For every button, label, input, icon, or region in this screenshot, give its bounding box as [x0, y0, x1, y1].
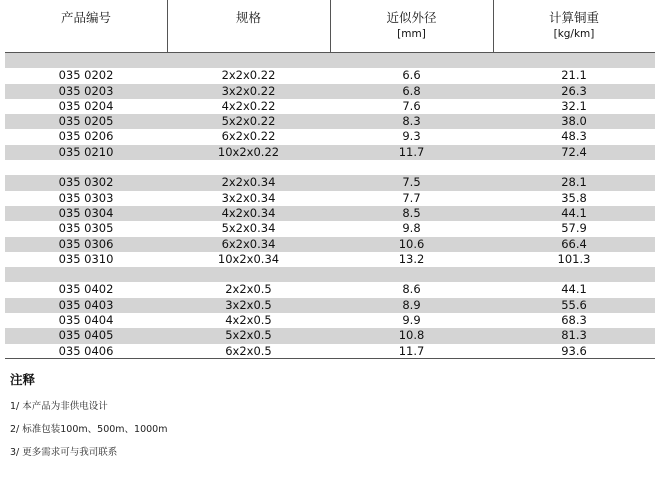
table-row [5, 84, 655, 99]
cell-product-code: 035 0310 [58, 251, 114, 266]
cell-product-code: 035 0303 [58, 190, 114, 205]
header-copper-weight: 计算铜重 [kg/km] [493, 0, 655, 52]
cell-outer-diameter: 7.7 [402, 190, 421, 205]
cell-outer-diameter: 10.8 [398, 328, 425, 343]
cell-outer-diameter: 8.5 [402, 205, 421, 220]
cell-spec: 4x2x0.34 [221, 205, 276, 220]
cell-spec: 4x2x0.22 [221, 98, 276, 113]
column-divider [330, 0, 331, 52]
note-item: 1/ 本产品为非供电设计 [10, 401, 108, 412]
cell-spec: 5x2x0.5 [225, 328, 272, 343]
cell-copper-weight: 44.1 [561, 205, 587, 220]
cell-product-code: 035 0203 [58, 83, 114, 98]
table-row [5, 221, 655, 236]
cell-outer-diameter: 8.6 [402, 282, 421, 297]
table-row [5, 313, 655, 328]
table-row [5, 99, 655, 114]
cell-product-code: 035 0202 [58, 68, 114, 83]
cell-spec: 3x2x0.22 [221, 83, 276, 98]
cell-copper-weight: 32.1 [561, 98, 587, 113]
cell-outer-diameter: 6.6 [402, 68, 421, 83]
table-group-spacer [5, 160, 655, 175]
note-item: 3/ 更多需求可与我司联系 [10, 447, 118, 458]
cell-outer-diameter: 8.3 [402, 114, 421, 129]
table-row [5, 175, 655, 190]
cell-copper-weight: 38.0 [561, 114, 587, 129]
cell-product-code: 035 0205 [58, 114, 114, 129]
cell-copper-weight: 81.3 [561, 328, 587, 343]
cell-copper-weight: 57.9 [561, 221, 587, 236]
cell-product-code: 035 0403 [58, 297, 114, 312]
table-row [5, 298, 655, 313]
cell-spec: 6x2x0.34 [221, 236, 276, 251]
notes-section [10, 370, 167, 467]
cell-outer-diameter: 6.8 [402, 83, 421, 98]
cell-copper-weight: 48.3 [561, 129, 587, 144]
cell-copper-weight: 35.8 [561, 190, 587, 205]
cell-spec: 2x2x0.34 [221, 175, 276, 190]
cell-spec: 5x2x0.34 [221, 221, 276, 236]
cell-copper-weight: 44.1 [561, 282, 587, 297]
cell-spec: 10x2x0.34 [217, 251, 280, 266]
cell-copper-weight: 93.6 [561, 343, 587, 358]
cell-copper-weight: 66.4 [561, 236, 587, 251]
cell-outer-diameter: 7.5 [402, 175, 421, 190]
cell-product-code: 035 0405 [58, 328, 114, 343]
cell-spec: 4x2x0.5 [225, 313, 272, 328]
cell-product-code: 035 0210 [58, 144, 114, 159]
table-row [5, 328, 655, 343]
note-item: 2/ 标准包装100m、500m、1000m [10, 424, 168, 435]
table-row [5, 114, 655, 129]
cell-copper-weight: 72.4 [561, 144, 587, 159]
cell-spec: 6x2x0.5 [225, 343, 272, 358]
header-spec: 规格 [235, 10, 261, 25]
cell-copper-weight: 26.3 [561, 83, 587, 98]
cell-copper-weight: 28.1 [561, 175, 587, 190]
cell-copper-weight: 21.1 [561, 68, 587, 83]
cell-copper-weight: 101.3 [557, 251, 591, 266]
cell-product-code: 035 0204 [58, 98, 114, 113]
notes-title: 注释 [10, 372, 36, 387]
cell-product-code: 035 0206 [58, 129, 114, 144]
table-row [5, 237, 655, 252]
table-row [5, 344, 655, 359]
table-row [5, 145, 655, 160]
table-bottom-border [5, 358, 655, 359]
cell-outer-diameter: 7.6 [402, 98, 421, 113]
cable-spec-table [5, 0, 655, 359]
cell-product-code: 035 0402 [58, 282, 114, 297]
cell-outer-diameter: 13.2 [398, 251, 425, 266]
table-group-spacer [5, 53, 655, 68]
cell-spec: 2x2x0.22 [221, 68, 276, 83]
header-product-code: 产品编号 [60, 10, 111, 25]
cell-product-code: 035 0406 [58, 343, 114, 358]
cell-spec: 10x2x0.22 [217, 144, 280, 159]
cell-product-code: 035 0404 [58, 313, 114, 328]
cell-product-code: 035 0305 [58, 221, 114, 236]
header-copper-weight-unit: [kg/km] [553, 28, 595, 40]
table-group-spacer [5, 267, 655, 282]
table-row [5, 282, 655, 297]
header-outer-diameter-unit: [mm] [397, 28, 426, 40]
cell-outer-diameter: 9.3 [402, 129, 421, 144]
table-row [5, 129, 655, 144]
cell-product-code: 035 0302 [58, 175, 114, 190]
cell-outer-diameter: 8.9 [402, 297, 421, 312]
column-divider [167, 0, 168, 52]
cell-outer-diameter: 11.7 [398, 144, 425, 159]
cell-outer-diameter: 11.7 [398, 343, 425, 358]
cell-spec: 6x2x0.22 [221, 129, 276, 144]
cell-product-code: 035 0306 [58, 236, 114, 251]
cell-outer-diameter: 10.6 [398, 236, 425, 251]
table-body [5, 53, 655, 359]
cell-spec: 5x2x0.22 [221, 114, 276, 129]
cell-product-code: 035 0304 [58, 205, 114, 220]
cell-copper-weight: 68.3 [561, 313, 587, 328]
cell-spec: 2x2x0.5 [225, 282, 272, 297]
table-row [5, 68, 655, 83]
cell-spec: 3x2x0.5 [225, 297, 272, 312]
table-row [5, 252, 655, 267]
cell-spec: 3x2x0.34 [221, 190, 276, 205]
table-row [5, 191, 655, 206]
cell-outer-diameter: 9.8 [402, 221, 421, 236]
column-divider [493, 0, 494, 52]
header-outer-diameter: 近似外径 [mm] [330, 0, 493, 52]
cell-copper-weight: 55.6 [561, 297, 587, 312]
cell-outer-diameter: 9.9 [402, 313, 421, 328]
table-row [5, 206, 655, 221]
